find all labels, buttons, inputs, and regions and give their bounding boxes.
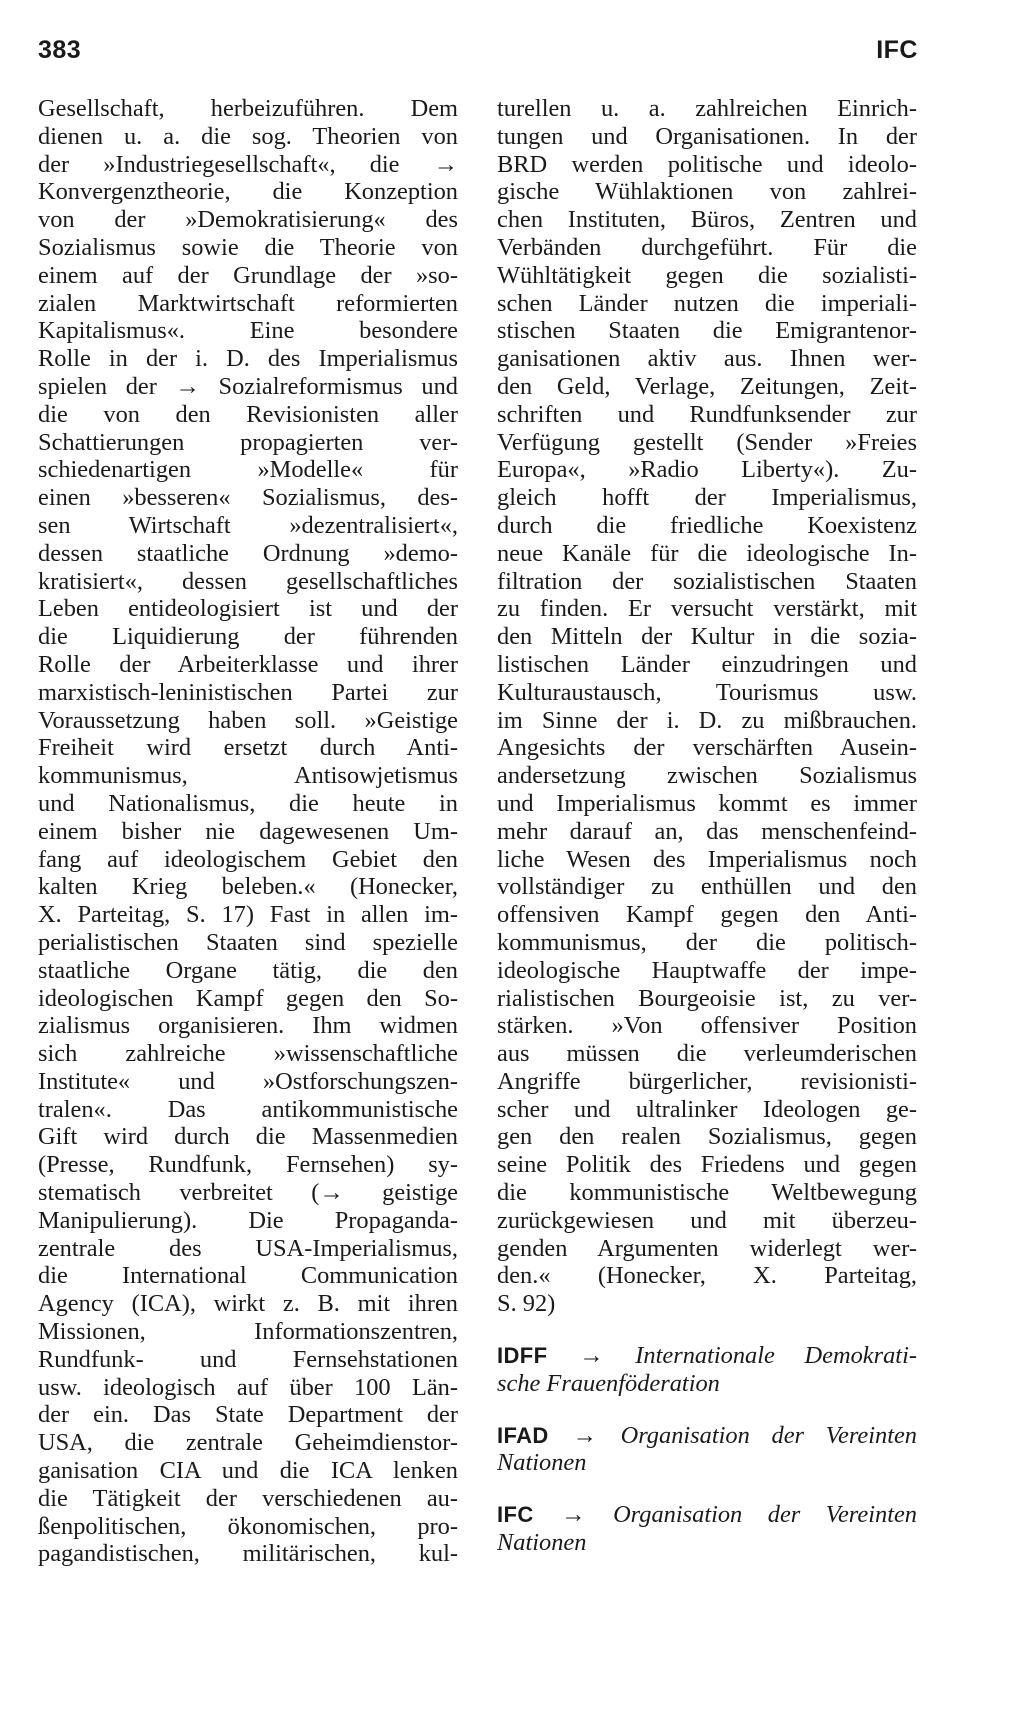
entry-line xyxy=(497,1501,917,1529)
text-line: und Imperialismus kommt es immer xyxy=(497,789,917,817)
text-line: scher und ultralinker Ideologen ge- xyxy=(497,1095,917,1123)
text-line: gleich hofft der Imperialismus, xyxy=(497,484,917,512)
entry-term: IFC xyxy=(497,1502,534,1528)
text-line: einen »besseren« Sozialismus, des- xyxy=(38,484,458,512)
text-line: marxistisch-leninistischen Partei zur xyxy=(38,678,458,706)
text-line: Manipulierung). Die Propaganda- xyxy=(38,1206,458,1234)
text-line: kalten Krieg beleben.« (Honecker, xyxy=(38,873,458,901)
page-number: 383 xyxy=(38,36,82,64)
text-line: gische Wühlaktionen von zahlrei- xyxy=(497,178,917,206)
dictionary-entry-ifc xyxy=(497,1501,917,1557)
entry-line xyxy=(497,1342,917,1370)
text-line: Freiheit wird ersetzt durch Anti- xyxy=(38,734,458,762)
text-line: Kapitalismus«. Eine besondere xyxy=(38,317,458,345)
page-header xyxy=(38,36,918,70)
text-line: mehr darauf an, das menschenfeind- xyxy=(497,817,917,845)
text-line: kratisiert«, dessen gesellschaftliches xyxy=(38,567,458,595)
text-line: Wühltätigkeit gegen die sozialisti- xyxy=(497,261,917,289)
text-line: (Presse, Rundfunk, Fernsehen) sy- xyxy=(38,1151,458,1179)
cross-reference-link[interactable]: Internationale Demokrati- xyxy=(635,1342,917,1370)
text-line: schiedenartigen »Modelle« für xyxy=(38,456,458,484)
text-line: spielen der → Sozialreformismus und xyxy=(38,372,458,400)
text-line: Leben entideologisiert ist und der xyxy=(38,595,458,623)
text-line: listischen Länder einzudringen und xyxy=(497,650,917,678)
text-line: andersetzung zwischen Sozialismus xyxy=(497,762,917,790)
running-head: IFC xyxy=(876,36,918,64)
text-line: Angesichts der verschärften Ausein- xyxy=(497,734,917,762)
text-line: den.« (Honecker, X. Parteitag, xyxy=(497,1262,917,1290)
text-line: Missionen, Informationszentren, xyxy=(38,1318,458,1346)
text-line: ideologischen Kampf gegen den So- xyxy=(38,984,458,1012)
text-line: Verfügung gestellt (Sender »Freies xyxy=(497,428,917,456)
text-line: Voraussetzung haben soll. »Geistige xyxy=(38,706,458,734)
text-line: zentrale des USA-Imperialismus, xyxy=(38,1234,458,1262)
text-line: die von den Revisionisten aller xyxy=(38,400,458,428)
cross-reference-link[interactable]: Nationen xyxy=(497,1449,587,1477)
text-line: schen Länder nutzen die imperiali- xyxy=(497,289,917,317)
text-line: die Tätigkeit der verschiedenen au- xyxy=(38,1484,458,1512)
text-line: und Nationalismus, die heute in xyxy=(38,789,458,817)
text-line: turellen u. a. zahlreichen Einrich- xyxy=(497,95,917,122)
text-line: Rolle der Arbeiterklasse und ihrer xyxy=(38,650,458,678)
text-line: zurückgewiesen und mit überzeu- xyxy=(497,1206,917,1234)
entry-term: IDFF xyxy=(497,1343,548,1369)
text-line: seine Politik des Friedens und gegen xyxy=(497,1151,917,1179)
text-line: tungen und Organisationen. In der xyxy=(497,122,917,150)
text-line: chen Instituten, Büros, Zentren und xyxy=(497,206,917,234)
left-column xyxy=(38,95,458,1568)
text-line: sich zahlreiche »wissenschaftliche xyxy=(38,1040,458,1068)
text-line: kommunismus, Antisowjetismus xyxy=(38,762,458,790)
text-line: der »Industriegesellschaft«, die → xyxy=(38,150,458,178)
text-line: Agency (ICA), wirkt z. B. mit ihren xyxy=(38,1290,458,1318)
entry-term: IFAD xyxy=(497,1422,549,1448)
text-line: Sozialismus sowie die Theorie von xyxy=(38,233,458,261)
text-line: Verbänden durchgeführt. Für die xyxy=(497,233,917,261)
text-line: kommunismus, der die politisch- xyxy=(497,928,917,956)
arrow-icon: → xyxy=(572,1421,597,1449)
text-line: schriften und Rundfunksender zur xyxy=(497,400,917,428)
text-line: ganisation CIA und die ICA lenken xyxy=(38,1457,458,1485)
text-line: Institute« und »Ostforschungszen- xyxy=(38,1067,458,1095)
text-line: vollständiger zu enthüllen und den xyxy=(497,873,917,901)
text-line: den Mitteln der Kultur in die sozia- xyxy=(497,623,917,651)
dictionary-entry-ifad xyxy=(497,1422,917,1478)
arrow-icon: → xyxy=(561,1501,586,1529)
text-line: einem auf der Grundlage der »so- xyxy=(38,261,458,289)
text-line: durch die friedliche Koexistenz xyxy=(497,511,917,539)
text-line: Gesellschaft, herbeizuführen. Dem xyxy=(38,95,458,122)
text-line: gen den realen Sozialismus, gegen xyxy=(497,1123,917,1151)
text-line: staatliche Organe tätig, die den xyxy=(38,956,458,984)
text-line: filtration der sozialistischen Staaten xyxy=(497,567,917,595)
text-line: stärken. »Von offensiver Position xyxy=(497,1012,917,1040)
text-line: die kommunistische Weltbewegung xyxy=(497,1179,917,1207)
text-line: neue Kanäle für die ideologische In- xyxy=(497,539,917,567)
text-line: aus müssen die verleumderischen xyxy=(497,1040,917,1068)
cross-reference-link[interactable]: sche Frauenföderation xyxy=(497,1369,720,1397)
text-line: die Liquidierung der führenden xyxy=(38,623,458,651)
text-line: Schattierungen propagierten ver- xyxy=(38,428,458,456)
text-line: tralen«. Das antikommunistische xyxy=(38,1095,458,1123)
text-line: Konvergenztheorie, die Konzeption xyxy=(38,178,458,206)
text-line: pagandistischen, militärischen, kul- xyxy=(38,1540,458,1568)
text-line: fang auf ideologischem Gebiet den xyxy=(38,845,458,873)
text-line: genden Argumenten widerlegt wer- xyxy=(497,1234,917,1262)
text-line: liche Wesen des Imperialismus noch xyxy=(497,845,917,873)
text-line: ßenpolitischen, ökonomischen, pro- xyxy=(38,1512,458,1540)
text-line: dessen staatliche Ordnung »demo- xyxy=(38,539,458,567)
arrow-icon: → xyxy=(579,1342,604,1370)
text-line: S. 92) xyxy=(497,1290,556,1318)
text-line: von der »Demokratisierung« des xyxy=(38,206,458,234)
text-line: ganisationen aktiv aus. Ihnen wer- xyxy=(497,345,917,373)
text-line: Angriffe bürgerlicher, revisionisti- xyxy=(497,1067,917,1095)
text-line: zialismus organisieren. Ihm widmen xyxy=(38,1012,458,1040)
right-column xyxy=(497,95,917,1557)
text-line: der ein. Das State Department der xyxy=(38,1401,458,1429)
text-line: perialistischen Staaten sind spezielle xyxy=(38,928,458,956)
cross-reference-link[interactable]: Nationen xyxy=(497,1529,587,1557)
text-line: die International Communication xyxy=(38,1262,458,1290)
text-line: X. Parteitag, S. 17) Fast in allen im- xyxy=(38,901,458,929)
text-line: ideologische Hauptwaffe der impe- xyxy=(497,956,917,984)
text-line: zu finden. Er versucht verstärkt, mit xyxy=(497,595,917,623)
text-line: offensiven Kampf gegen den Anti- xyxy=(497,901,917,929)
text-line: stischen Staaten die Emigrantenor- xyxy=(497,317,917,345)
text-line: im Sinne der i. D. zu mißbrauchen. xyxy=(497,706,917,734)
text-line: den Geld, Verlage, Zeitungen, Zeit- xyxy=(497,372,917,400)
text-line: dienen u. a. die sog. Theorien von xyxy=(38,122,458,150)
text-line: usw. ideologisch auf über 100 Län- xyxy=(38,1373,458,1401)
text-line: zialen Marktwirtschaft reformierten xyxy=(38,289,458,317)
text-line: BRD werden politische und ideolo- xyxy=(497,150,917,178)
text-line: sen Wirtschaft »dezentralisiert«, xyxy=(38,511,458,539)
cross-reference-link[interactable]: Organisation der Vereinten xyxy=(613,1501,917,1529)
text-line: einem bisher nie dagewesenen Um- xyxy=(38,817,458,845)
text-line: Rundfunk- und Fernsehstationen xyxy=(38,1345,458,1373)
text-line: stematisch verbreitet (→ geistige xyxy=(38,1179,458,1207)
text-line: Rolle in der i. D. des Imperialismus xyxy=(38,345,458,373)
text-line: rialistischen Bourgeoisie ist, zu ver- xyxy=(497,984,917,1012)
text-line: Gift wird durch die Massenmedien xyxy=(38,1123,458,1151)
text-line: Kulturaustausch, Tourismus usw. xyxy=(497,678,917,706)
text-line: USA, die zentrale Geheimdienstor- xyxy=(38,1429,458,1457)
dictionary-entry-idff xyxy=(497,1342,917,1398)
text-line: Europa«, »Radio Liberty«). Zu- xyxy=(497,456,917,484)
entry-line xyxy=(497,1422,917,1450)
cross-reference-link[interactable]: Organisation der Vereinten xyxy=(620,1421,917,1449)
